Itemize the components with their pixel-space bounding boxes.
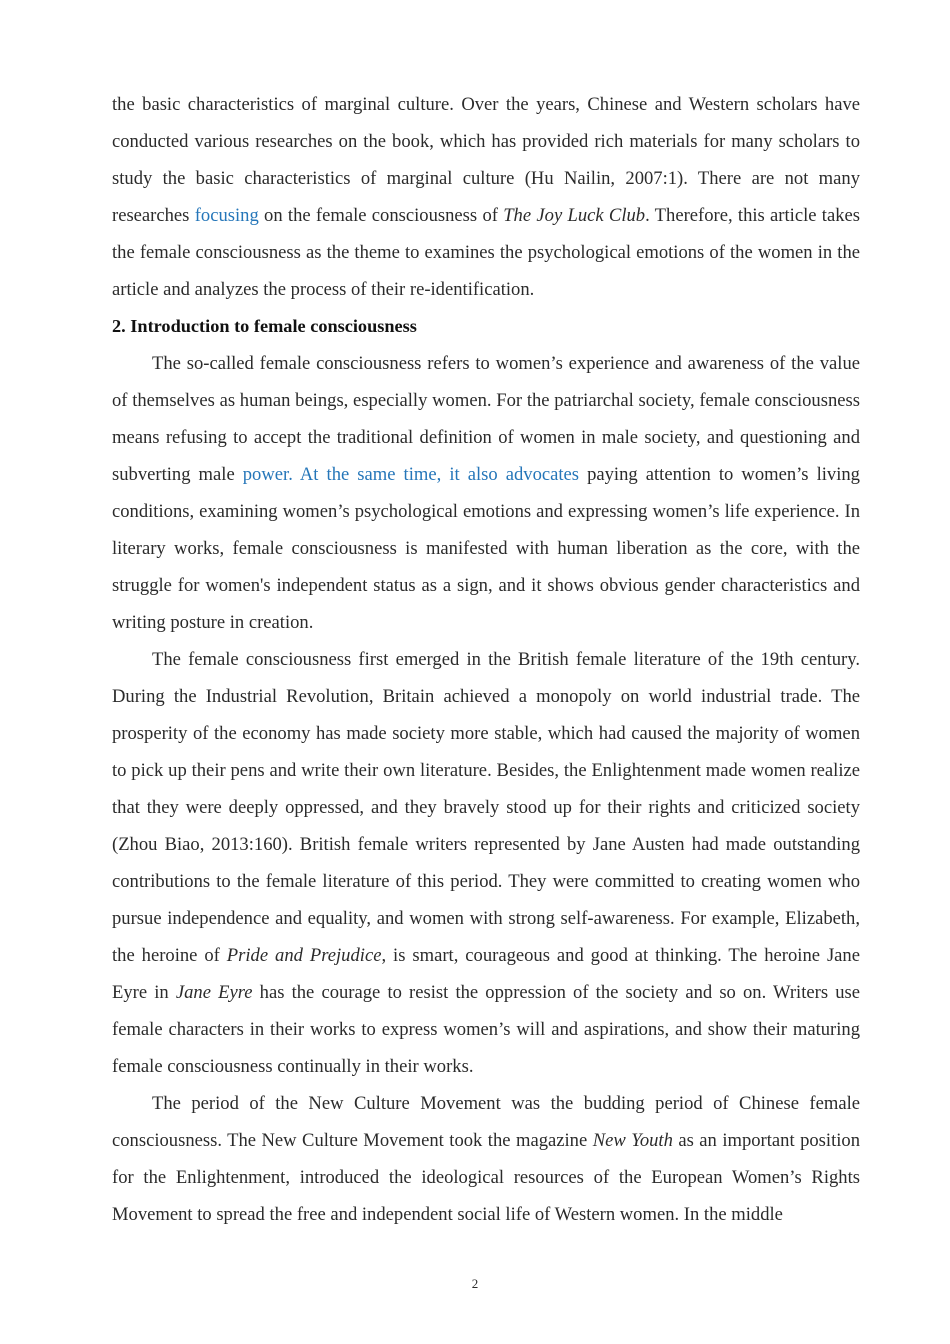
paragraph-continuation	[112, 86, 860, 308]
page-content	[112, 86, 860, 1233]
paragraph-text-run: the basic characteristics of marginal culture. Over the years, Chinese and Western scholars have conducted various researches on the book, which has provided rich materials for many scholars to study the basic characteristics of marginal culture (Hu Nailin, 2007:1). There are not many researches	[112, 94, 860, 226]
section-heading-2: 2. Introduction to female consciousness	[112, 316, 417, 336]
highlighted-text-power-advocates: power. At the same time, it also advocates	[242, 464, 580, 485]
paragraph-text-run: as an important position for the Enlightenment, introduced the ideological resources of the European Women’s Rights Movement to spread the free and independent social life of Western women. In the middle	[112, 1130, 860, 1225]
paragraph-text-run: The female consciousness first emerged in the British female literature of the 19th century. During the Industrial Revolution, Britain achieved a monopoly on world industrial trade. The prosperity of the economy has made society more stable, which had caused the majority of women to pick up their pens and write their own literature. Besides, the Enlightenment made women realize that they were deeply oppressed, and they bravely stood up for their rights and criticized society (Zhou Biao, 2013:160). British female writers represented by Jane Austen had made outstanding contributions to the female literature of this period. They were committed to creating women who pursue independence and equality, and women with strong self-awareness. For example, Elizabeth, the heroine of	[112, 649, 860, 966]
highlighted-text-focusing: focusing	[194, 205, 259, 226]
book-title-joy-luck-club: The Joy Luck Club	[503, 205, 646, 226]
book-title-jane-eyre: Jane Eyre	[175, 982, 253, 1003]
magazine-title-new-youth: New Youth	[592, 1130, 673, 1151]
paragraph-text-run: on the female consciousness of	[258, 205, 504, 226]
page-number-footer: 2	[471, 1276, 479, 1291]
paragraph-text-run: The period of the New Culture Movement was the budding period of Chinese female consciousness. The New Culture Movement took the magazine	[112, 1093, 860, 1151]
paragraph-british-female-literature	[112, 641, 860, 1085]
paragraph-female-consciousness-definition	[112, 345, 860, 641]
paragraph-text-run: has the courage to resist the oppression of the society and so on. Writers use female characters in their works to express women’s will and aspirations, and show their maturing female consciousness continually in their works.	[112, 982, 860, 1077]
book-title-pride-and-prejudice: Pride and Prejudice	[226, 945, 382, 966]
paragraph-text-run: paying attention to women’s living conditions, examining women’s psychological emotions and expressing women’s life experience. In literary works, female consciousness is manifested with human liberation as the core, with the struggle for women's independent status as a sign, and it shows obvious gender characteristics and writing posture in creation.	[112, 464, 860, 633]
paragraph-text-run: The so-called female consciousness refers to women’s experience and awareness of the value of themselves as human beings, especially women. For the patriarchal society, female consciousness means refusing to accept the traditional definition of women in male society, and questioning and subverting male	[112, 353, 860, 485]
paragraph-new-culture-movement	[112, 1085, 860, 1233]
paragraph-text-run: , is smart, courageous and good at thinking. The heroine Jane Eyre in	[112, 945, 860, 1003]
paragraph-text-run: . Therefore, this article takes the female consciousness as the theme to examines the psychological emotions of the women in the article and analyzes the process of their re-identification.	[112, 205, 860, 300]
